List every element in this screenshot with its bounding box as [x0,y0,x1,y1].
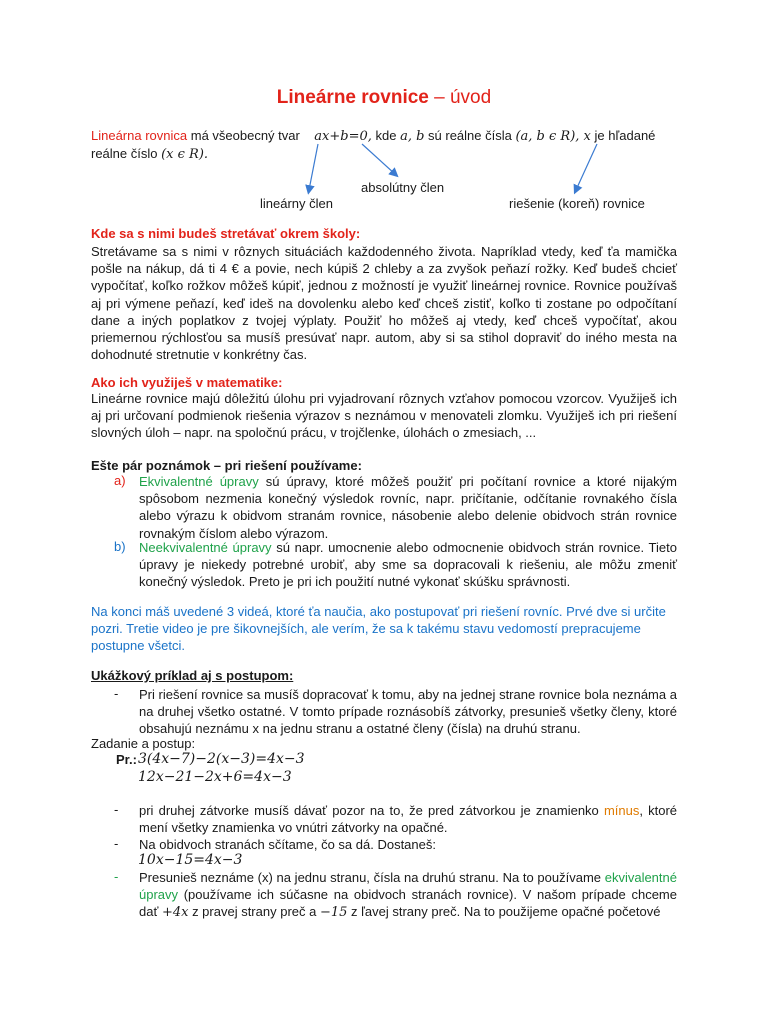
pr-label: Pr.: [116,752,137,767]
example-step-1: Pri riešení rovnice sa musíš dopracovať k tomu, aby na jednej strane rovnice bola neznáma a na druhej všetko ostatné. V tomto prípade roznásobíš zátvorky, presunieš všetky členy, ktoré obsahujú neznámu x na jednu stranu a ostatné členy (čísla) na druhú stranu. [139,687,677,737]
arrow-absolute-term [362,144,395,174]
intro-line2-text: reálne číslo [91,146,162,161]
step2-text-a: pri druhej zátvorke musíš dávať pozor na to, že pred zátvorkou je znamienko [139,803,604,818]
plus-4x: +4x [161,905,189,921]
label-solution: riešenie (koreň) rovnice [509,196,645,211]
video-note: Na konci máš uvedené 3 videá, ktoré ťa naučia, ako postupovať pri riešení rovníc. Prvé dve si určite pozri. Tretie video je pre šikovnejších, ale verím, že sa k takému stavu vedomostí prepracujeme postupne všetci. [91,604,666,654]
list-marker-a: a) [114,473,126,488]
intro-text-4: je hľadané [590,128,656,143]
x-domain: (x ϵ R). [161,147,209,162]
general-form-formula: ax+b=0, [314,129,372,144]
minus-word: mínus [603,803,640,818]
example-step-4 [139,869,677,922]
example-step-2 [139,802,677,836]
ab-symbols: a, b [400,129,425,144]
step4-text-c: z pravej strany preč a [188,904,320,920]
list-item-b [139,539,677,591]
dash-4: - [114,869,119,884]
step4-text-d: z ľavej strany preč. Na to použijeme opačné početové [347,904,661,920]
dash-3: - [114,836,119,851]
title-main: Lineárne rovnice [276,87,429,108]
step4-text-b: (používame ich súčasne na obidvoch stranách rovnice). V našom prípade chceme dať [139,887,677,920]
x-symbol: x [579,129,591,144]
section2-heading: Ako ich využiješ v matematike: [91,375,283,390]
equation-2: 12x−21−2x+6=4x−3 [138,769,292,785]
minus-15: −15 [319,905,348,921]
ab-domain: (a, b ϵ R), [515,129,580,144]
intro-term: Lineárna rovnica [91,128,188,143]
step4-text-a: Presunieš neznáme (x) na jednu stranu, čísla na druhú stranu. Na to používame [139,870,605,885]
list-item-a-text: sú úpravy, ktoré môžeš použiť pri počítaní rovnice a ktoré nijakým spôsobom nezmenia konečný výsledok rovníc, napr. pričítanie, odčítanie rovnakého čísla alebo výrazu k obidvom stranám rovnice, násobenie alebo delenie obidvoch strán rovnice rovnakým číslom alebo výrazom. [139,474,678,541]
term-nonequivalent: Neekvivalentné úpravy [139,540,272,555]
section1-text: Stretávame sa s nimi v rôznych situáciách každodenného života. Napríklad vtedy, keď ťa mamička pošle na nákup, dá ti 4 € a povie, nech kúpiš 2 chleby a za zvyšok peňazí rožky. Keď budeš chcieť vypočítať, koľko rožkov môžeš kúpiť, jednou z možností je využiť lineárnej rovnice. Rovnice používaš aj pri výmene peňazí, keď ideš na dovolenku alebo keď chceš zistiť, koľko ti zostane po odpočítaní dane a iných poplatkov z tvojej výplaty. Použiť ho môžeš aj vtedy, keď chceš vypočítať, akou priemernou rýchlosťou sa musíš presúvať napr. autom, aby si sa stihol dopraviť do iného mesta na dohodnuté stretnutie v konkrétny čas. [91,244,677,363]
list-item-a [139,473,677,542]
arrow-linear-term [309,144,318,190]
equation-1: 3(4x−7)−2(x−3)=4x−3 [138,751,305,767]
list-item-b-text: sú napr. umocnenie alebo odmocnenie obidvoch strán rovnice. Tieto úpravy je niekedy potrebné urobiť, aby sme sa dopracovali k riešeniu, ale môžu zmeniť konečný výsledok. Preto je pri ich použití nutné vykonať skúšku správnosti. [139,540,677,590]
example-step-3: Na obidvoch stranách sčítame, čo sa dá. Dostaneš: [139,837,436,852]
list-marker-b: b) [114,539,126,554]
section1-heading: Kde sa s nimi budeš stretávať okrem školy: [91,226,361,241]
arrow-solution [576,144,597,190]
intro-text-2: kde [371,128,401,143]
label-linear-term: lineárny člen [260,196,333,211]
dash-1: - [114,686,119,701]
section2-text: Lineárne rovnice majú dôležitú úlohu pri vyjadrovaní rôznych vzťahov pomocou vzorcov. Využiješ ich aj pri určovaní podmienok riešenia výrazov s neznámou v menovateli zlomku. Využiješ ich pri riešení slovných úloh – napr. na spoločnú prácu, v trojčlenke, úlohách o zmesiach, ... [91,391,677,441]
example-heading: Ukážkový príklad aj s postupom: [91,668,294,683]
step2-text-b: , ktoré mení všetky znamienka vo vnútri zátvorky na opačné. [139,803,678,836]
intro-text-1: má všeobecný tvar [187,128,300,143]
term-equivalent: Ekvivalentné úpravy [139,474,259,489]
intro-text-3: sú reálne čísla [424,128,516,143]
equation-3: 10x−15=4x−3 [138,852,243,868]
zadanie-label: Zadanie a postup: [91,736,196,751]
label-absolute-term: absolútny člen [361,180,445,195]
title-rest: – úvod [428,87,492,108]
section3-heading: Ešte pár poznámok – pri riešení používame: [91,458,362,473]
term-equivalent-2: ekvivalentné úpravy [139,870,677,903]
dash-2: - [114,802,119,817]
